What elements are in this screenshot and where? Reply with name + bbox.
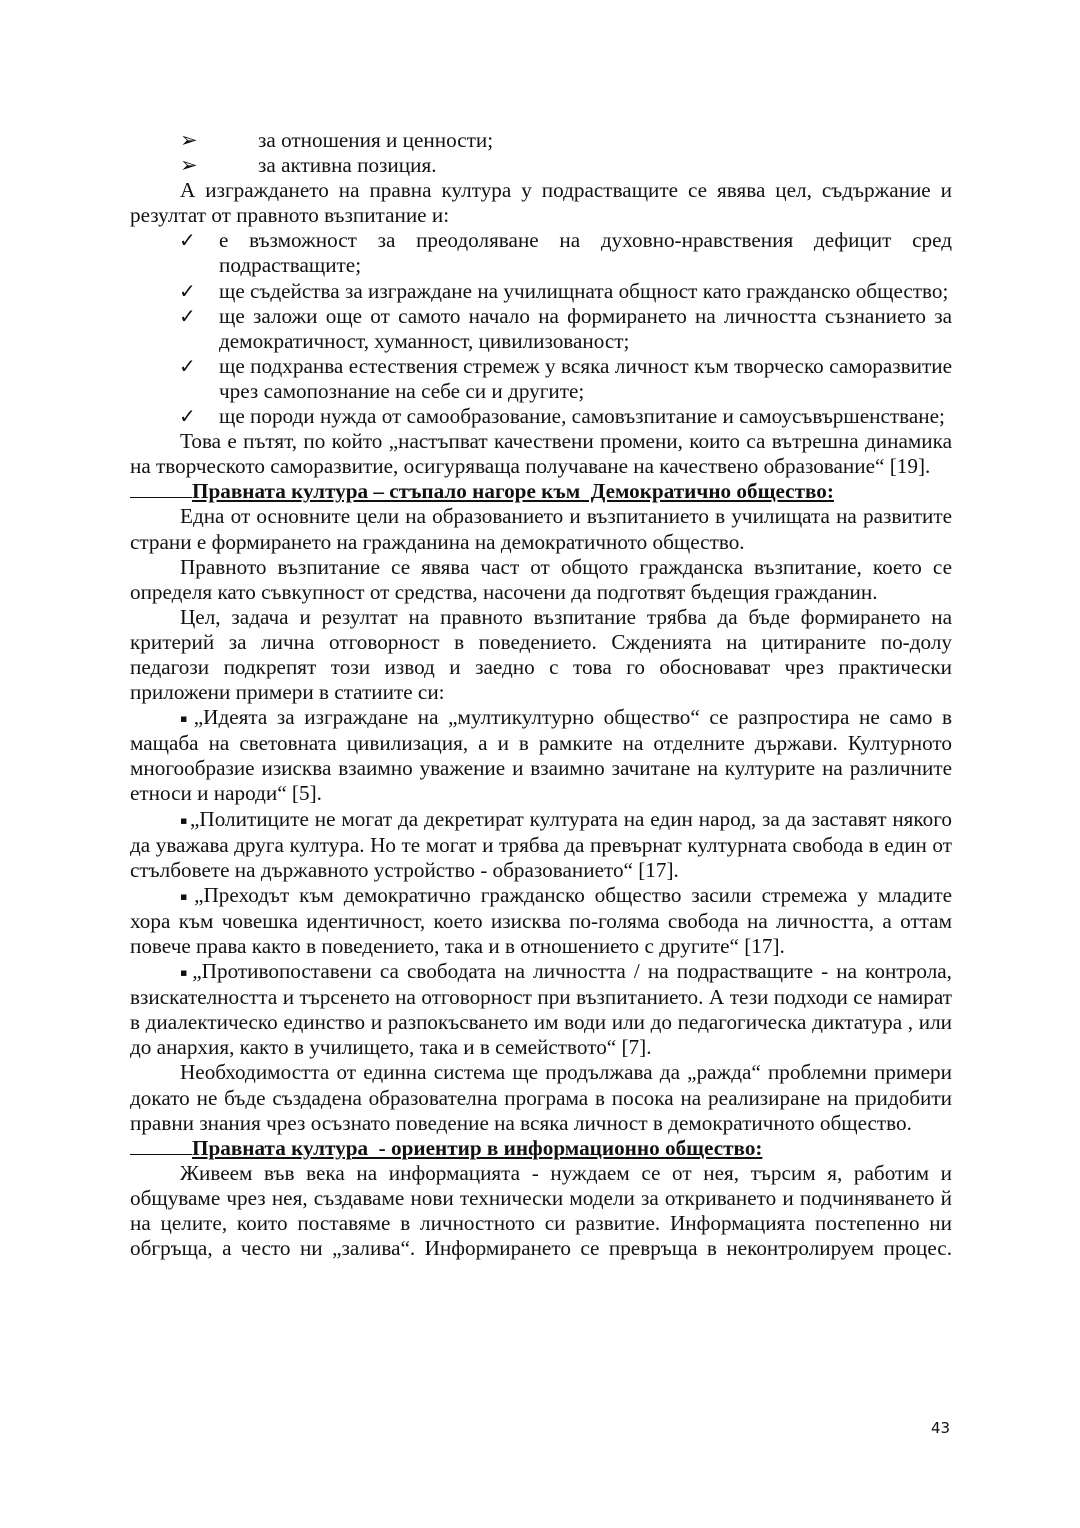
section-heading-text: Правната култура – стъпало нагоре към Демократично общество: [192, 479, 834, 504]
list-item-text: ще породи нужда от самообразование, самовъзпитание и самоусъвършенстване; [219, 404, 945, 429]
list-item-text: за отношения и ценности; [258, 128, 494, 152]
arrow-bullet-icon: ➢ [180, 128, 198, 152]
quote-text: „Идеята за изграждане на „мултикултурно общество“ се разпростира не само в мащаба на световната цивилизация, а и в рамките на отделните държави. Културното многообразие изисква взаимно уважение и взаимно зачитане на културите на различните етноси и народи“ [5]. [130, 705, 952, 806]
checkmark-icon: ✓ [179, 278, 196, 303]
checkmark-icon: ✓ [179, 353, 196, 378]
checkmark-icon: ✓ [179, 303, 196, 328]
square-bullet-icon: ▪ [180, 966, 191, 980]
quote-text: „Политиците не могат да декретират културата на един народ, за да заставят някого да уважава друга култура. Но те могат и трябва да превърнат културната свобода в един от стълбовете на държавното устройство - образованието“ [17]. [130, 806, 952, 882]
quote-paragraph [130, 807, 952, 883]
square-bullet-icon: ▪ [180, 889, 193, 903]
list-item [130, 404, 952, 429]
list-item [130, 304, 952, 354]
square-bullet-icon: ▪ [180, 712, 192, 726]
quote-paragraph [130, 883, 952, 959]
intro-paragraph: А изграждането на правна култура у подрастващите се явява цел, съдържание и резултат от правното възпитание и: [130, 178, 952, 228]
list-item-text: ще заложи още от самото начало на формирането на личността съзнанието за демократичност, хуманност, цивилизованост; [219, 303, 952, 353]
section-heading-text: Правната култура - ориентир в информационно общество: [192, 1135, 763, 1160]
section-heading [130, 479, 952, 504]
heading-underline-lead [130, 479, 192, 498]
list-item-text: е възможност за преодоляване на духовно-нравствения дефицит сред подрастващите; [219, 228, 952, 278]
body-paragraph: Необходимостта от единна система ще продължава да „ражда“ проблемни примери докато не бъде създадена образователна програма в посока на реализиране на придобити правни знания чрез осъзнато поведение на всяка личност в демократичното общество. [130, 1060, 952, 1135]
body-paragraph: Една от основните цели на образованието и възпитанието в училищата на развитите страни е формирането на гражданина на демократичното общество. [130, 504, 952, 554]
heading-underline-lead [130, 1136, 192, 1155]
arrow-bullet-icon: ➢ [180, 153, 198, 178]
section-heading [130, 1136, 952, 1161]
list-item [130, 279, 952, 304]
square-bullet-icon: ▪ [180, 813, 189, 827]
body-paragraph: Цел, задача и резултат на правното възпитание трябва да бъде формирането на критерий за лична отговорност в поведението. Сжденията на цитираните по-долу педагози подкрепят този извод и заедно с това го обосновават чрез практически приложени примери в статиите си: [130, 604, 952, 705]
page-body [130, 128, 952, 1261]
list-item [130, 153, 952, 178]
quote-paragraph [130, 705, 952, 806]
list-item [130, 128, 952, 153]
list-item-text: ще съдейства за изграждане на училищната общност като гражданско общество; [219, 278, 949, 303]
body-paragraph: Живеем във века на информацията - нуждаем се от нея, търсим я, работим и общуваме чрез нея, създаваме нови технически модели за откриването и подчиняването й на целите, които поставяме в личностното си развитие. Информацията постепенно ни обгръща, а често ни „залива“. Информирането се превръща в неконтролируем процес. [130, 1160, 952, 1261]
page-number: 43 [931, 1419, 951, 1437]
checkmark-icon: ✓ [179, 404, 196, 429]
checkmark-icon: ✓ [179, 228, 196, 253]
list-item [130, 354, 952, 404]
body-paragraph: Това е пътят, по който „настъпват качествени промени, които са вътрешна динамика на творческото саморазвитие, осигуряваща получаване на качествено образование“ [19]. [130, 429, 952, 479]
list-item-text: ще подхранва естествения стремеж у всяка личност към творческо саморазвитие чрез самопознание на себе си и другите; [219, 353, 952, 403]
quote-text: „Преходът към демократично гражданско общество засили стремежа у младите хора към човешка идентичност, което изисква по-голяма свобода на личността, а оттам повече права както в поведението, така и в отношението с другите“ [17]. [130, 882, 952, 958]
quote-paragraph [130, 959, 952, 1060]
list-item-text: за активна позиция. [258, 153, 437, 178]
quote-text: „Противопоставени са свободата на личността / на подрастващите - на контрола, взискателността и търсенето на отговорност при възпитанието. А тези подходи се намират в диалектическо единство и разпокъсването им води или до педагогическа диктатура , или до анархия, както в училището, така и в семейството“ [7]. [130, 959, 952, 1060]
body-paragraph: Правното възпитание се явява част от общото гражданска възпитание, което се определя като съвкупност от средства, насочени да подготвят бъдещия гражданин. [130, 554, 952, 604]
list-item [130, 228, 952, 278]
